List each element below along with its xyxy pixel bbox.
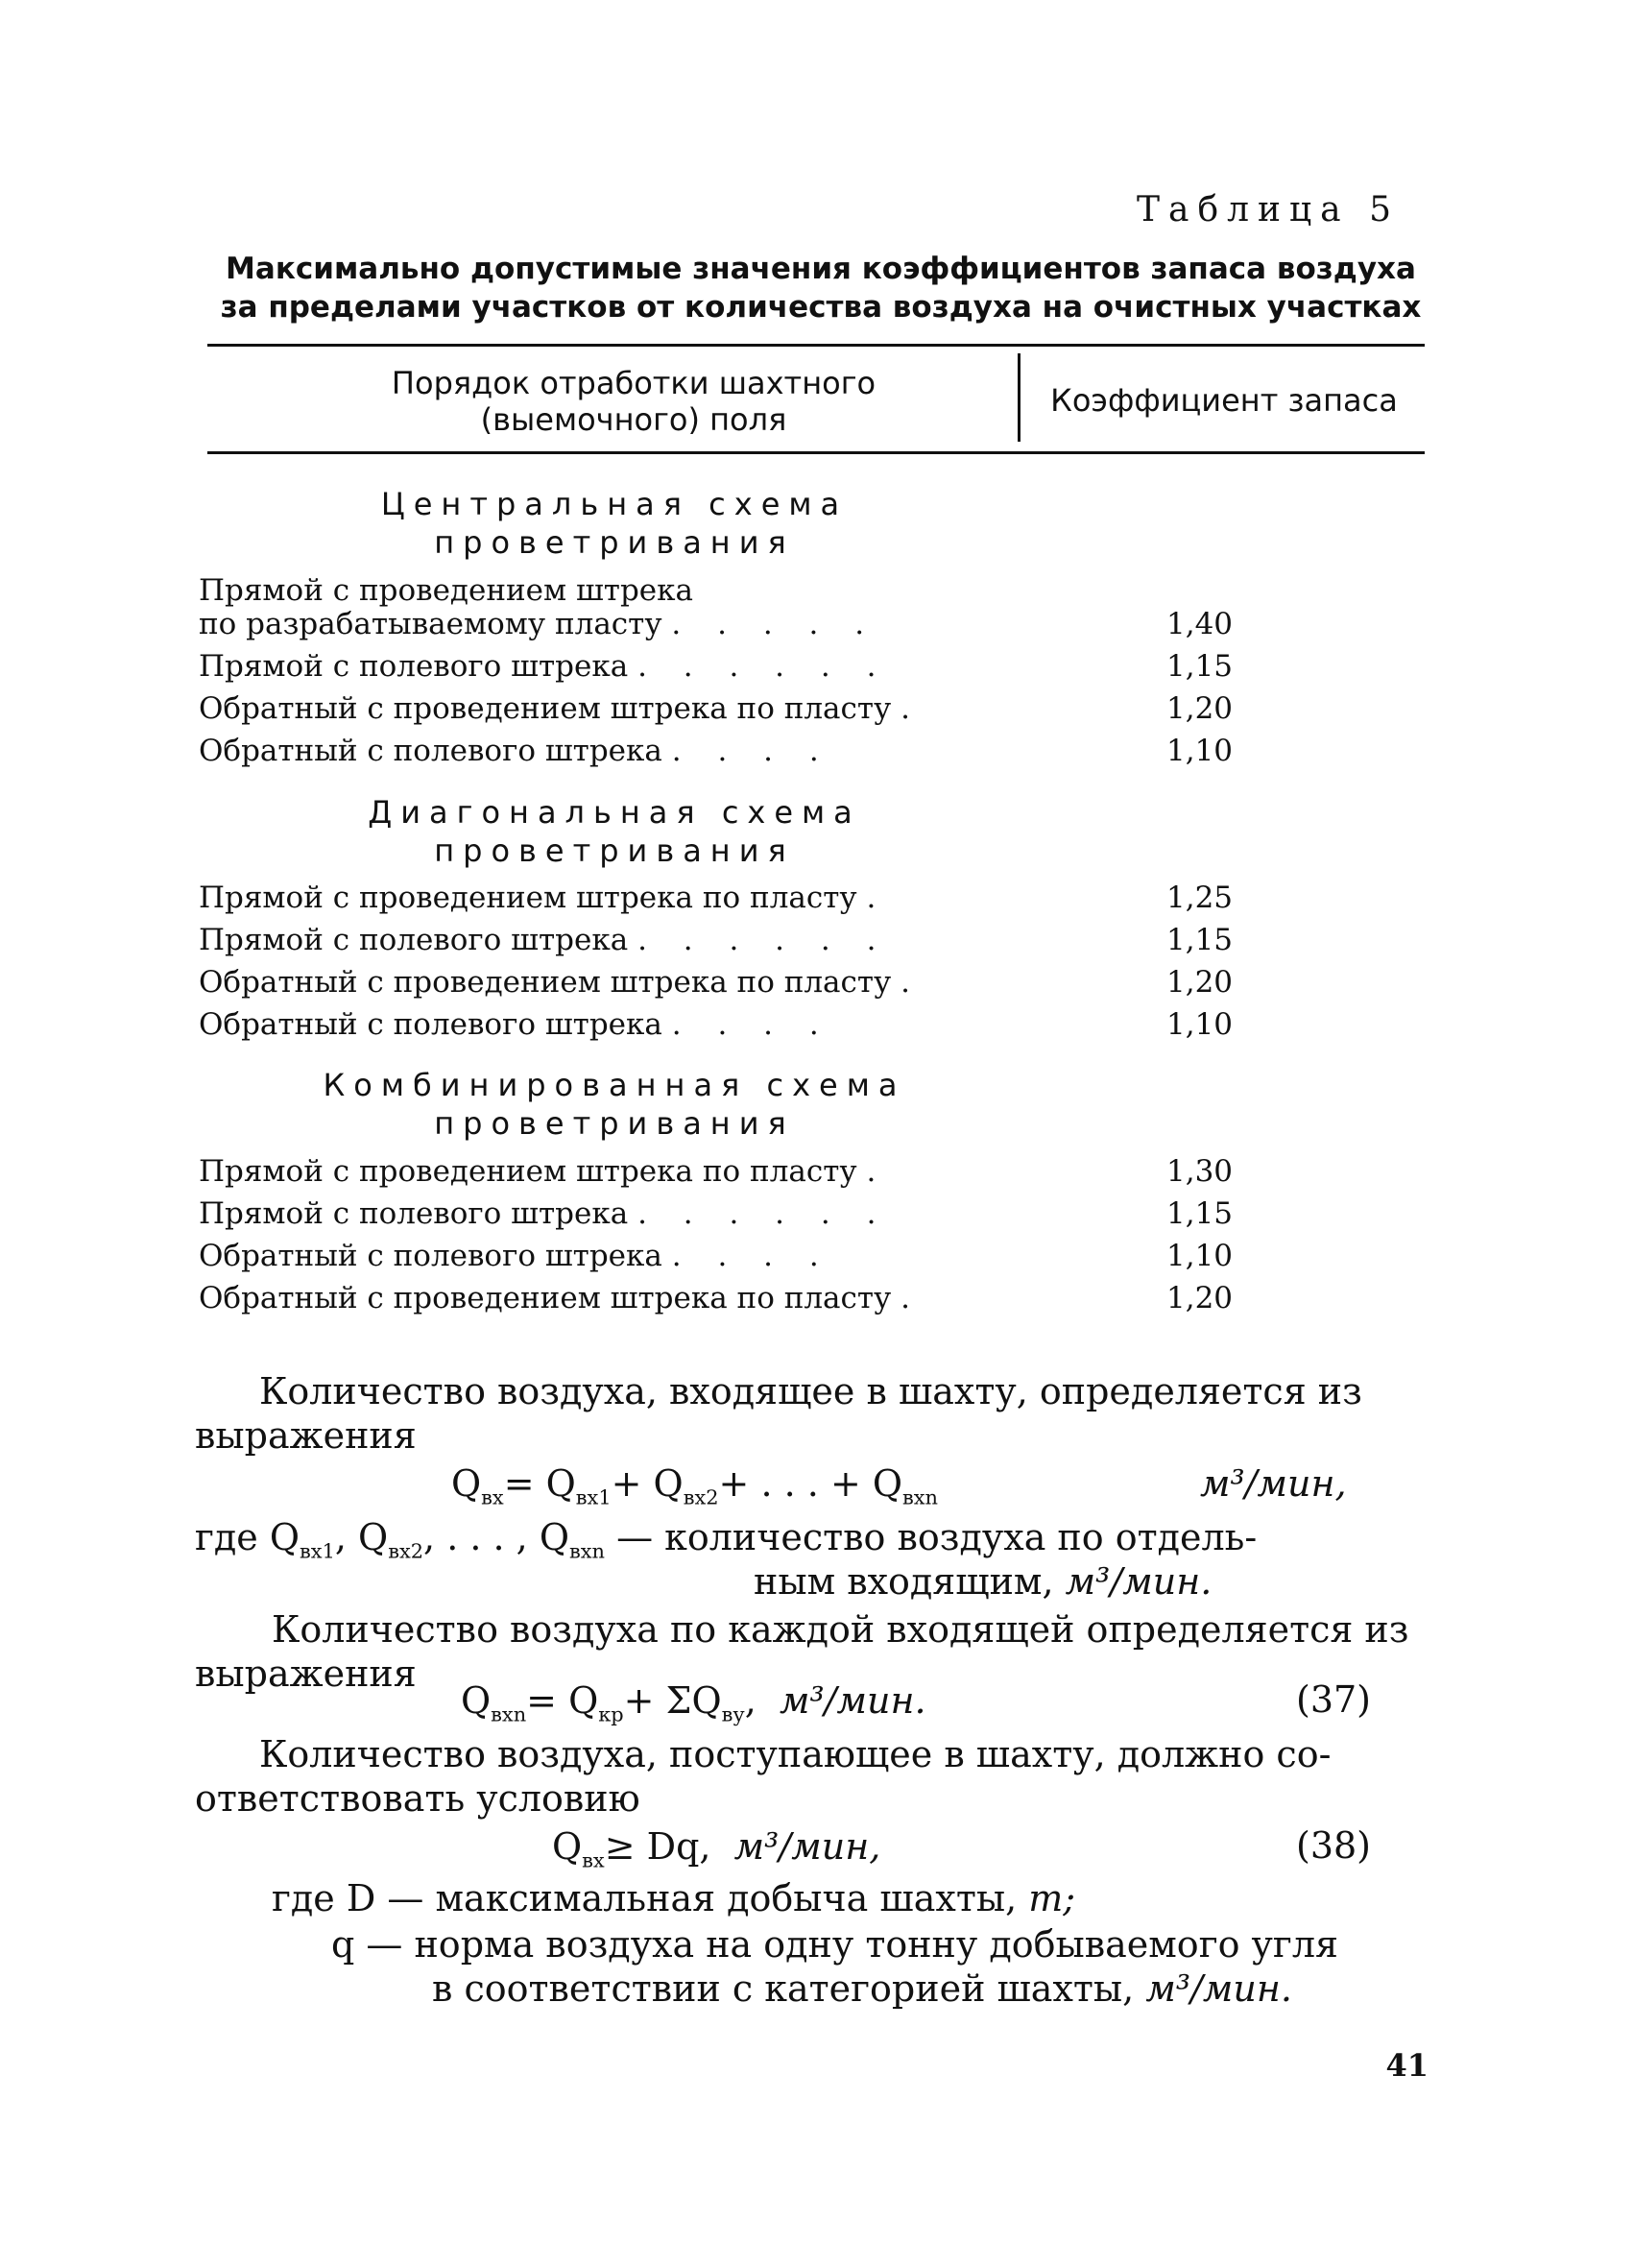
f-rhs: = Q [526,1679,599,1722]
table-row-label [199,732,832,770]
row-leader-dots: . . . . . . [637,923,890,957]
table-row-value: 1,20 [1166,965,1234,1000]
where-2-line2: q — норма воздуха на одну тонну добываемого угля [331,1923,1338,1966]
row-text: Обратный с проведением штрека по пласту [199,1281,892,1315]
table-row-value: 1,10 [1166,1239,1234,1273]
where-2-line3 [432,1966,1292,2011]
page-number: 41 [1385,2047,1429,2084]
w-sub: вхn [568,1539,605,1563]
f-q: Q [451,1462,482,1505]
table-row-value: 1,10 [1166,734,1234,768]
table-row-label [199,647,889,686]
section-combined-title [288,1066,941,1143]
row-leader-dots: . [901,1281,925,1315]
row-text: Обратный с полевого штрека [199,1239,662,1273]
table-row-label [199,879,889,917]
row-leader-dots: . [866,881,890,915]
paragraph-1-line1: Количество воздуха, входящее в шахту, определяется из [259,1370,1362,1412]
where-2-line1 [272,1876,1075,1920]
paragraph-2-line1: Количество воздуха по каждой входящей определяется из [272,1608,1409,1651]
table-top-rule [207,344,1425,347]
table-header-coefficient: Коэффициент запаса [1050,382,1398,419]
section-central-title [288,485,941,562]
table-column-divider [1018,353,1021,442]
table-row-value: 1,10 [1166,1007,1234,1042]
table-title [211,250,1430,326]
f-rhs: ≥ Dq, [604,1825,711,1868]
equation-number-38: (38) [1296,1824,1372,1867]
table-caption: Таблица 5 [1137,190,1400,229]
f-sub: вх [481,1485,504,1509]
row-leader-dots: . . . . . . [637,649,890,684]
f-sum: + ΣQ [623,1679,722,1722]
section-title-line2: проветривания [434,524,795,561]
table-row-label [199,1005,832,1044]
row-leader-dots: . . . . . [671,607,878,641]
row-text: Прямой с полевого штрека [199,923,629,957]
f-unit: м³/мин, [733,1825,881,1868]
row-leader-dots: . [866,1154,890,1189]
section-title-line1: Комбинированная схема [323,1067,906,1103]
table-header-order-line2: (выемочного) поля [480,401,787,438]
where-1-line2 [754,1559,1212,1604]
f-q: Q [461,1679,492,1722]
paragraph-3-line1: Количество воздуха, поступающее в шахту, должно со- [259,1733,1332,1775]
row-text: Прямой с полевого штрека [199,649,629,684]
section-diagonal-title [288,793,941,870]
formula-condition [552,1824,880,1883]
f-sub: вх [582,1848,605,1872]
table-title-line2: за пределами участков от количества воздуха на очистных участках [220,290,1422,325]
formula-total-inflow [451,1461,938,1520]
table-row-label [199,1237,832,1275]
row-leader-dots: . [901,691,925,726]
row-text: по разрабатываемому пласту [199,607,662,641]
table-row-label [199,689,924,728]
f-etc: + . . . + Q [718,1462,903,1505]
table-row-label [199,1279,924,1317]
row-leader-dots: . [901,965,925,1000]
equation-number-37: (37) [1296,1678,1372,1721]
row-text: Прямой с проведением штрека по пласту [199,1154,857,1189]
w-sub: вх2 [388,1539,424,1563]
w2-unit: м³/мин. [1145,1967,1292,2010]
table-row-value: 1,15 [1166,649,1234,684]
table-row-label-line1: Прямой с проведением штрека [199,573,693,608]
row-leader-dots: . . . . [671,1239,832,1273]
formula-branch-inflow: $Q_{вхn}= Q_{кр}+ \Sigma Q_{ву}$, м³/мин. [461,1679,926,1726]
row-text: Обратный с полевого штрека [199,734,662,768]
paragraph-3-line2: ответствовать условию [195,1777,640,1820]
w2-text3: в соответствии с категорией шахты, [432,1967,1135,2010]
f-sub: кр [598,1702,624,1726]
paragraph-2-line2: выражения [195,1653,417,1695]
row-text: Прямой с полевого штрека [199,1196,629,1231]
table-row-label [199,1194,889,1233]
w-etc: , . . . , Q [423,1516,569,1558]
w-sub: вх1 [300,1539,335,1563]
row-text: Прямой с проведением штрека по пласту [199,881,857,915]
row-text: Обратный с полевого штрека [199,1007,662,1042]
f-rhs: = Q [503,1462,576,1505]
row-text: Обратный с проведением штрека по пласту [199,965,892,1000]
w-q2: , Q [334,1516,389,1558]
table-row-value: 1,15 [1166,923,1234,957]
row-leader-dots: . . . . [671,734,832,768]
f-sub: вх2 [683,1485,719,1509]
section-title-line2: проветривания [434,832,795,869]
w-prefix: где Q [195,1516,300,1558]
table-header-rule [207,451,1425,454]
table-row-value: 1,30 [1166,1154,1234,1189]
table-row-value: 1,20 [1166,1281,1234,1315]
table-header-order [288,365,979,438]
w-desc: — количество воздуха по отдель- [616,1516,1258,1558]
f-plus: + Q [611,1462,684,1505]
f-sub: вхn [491,1702,527,1726]
w-desc2: ным входящим, [754,1560,1054,1603]
f-sub: ву [721,1702,745,1726]
f-q: Q [552,1825,583,1868]
section-title-line1: Центральная схема [380,486,849,522]
table-row-label [199,963,924,1001]
w-unit: м³/мин. [1065,1560,1213,1603]
table-row-value: 1,15 [1166,1196,1234,1231]
f-unit: м³/мин. [779,1679,926,1722]
formula-total-unit: м³/мин, [1200,1462,1347,1505]
table-row-label [199,921,889,959]
row-leader-dots: . . . . . . [637,1196,890,1231]
w2-text: где D — максимальная добыча шахты, [272,1877,1018,1919]
table-title-line1: Максимально допустимые значения коэффициентов запаса воздуха [226,252,1416,286]
table-row-value: 1,25 [1166,881,1234,915]
row-text: Обратный с проведением штрека по пласту [199,691,892,726]
row-leader-dots: . . . . [671,1007,832,1042]
section-title-line2: проветривания [434,1105,795,1142]
f-sub: вх1 [575,1485,612,1509]
w2-unit-t: т; [1028,1877,1076,1919]
table-row-label [199,1152,889,1191]
table-header-order-line1: Порядок отработки шахтного [391,365,877,401]
table-row-value: 1,40 [1166,607,1234,641]
table-row-label [199,605,877,643]
section-title-line1: Диагональная схема [368,794,861,831]
f-sub: вхn [902,1485,939,1509]
paragraph-1-line2: выражения [195,1414,417,1457]
table-row-value: 1,20 [1166,691,1234,726]
